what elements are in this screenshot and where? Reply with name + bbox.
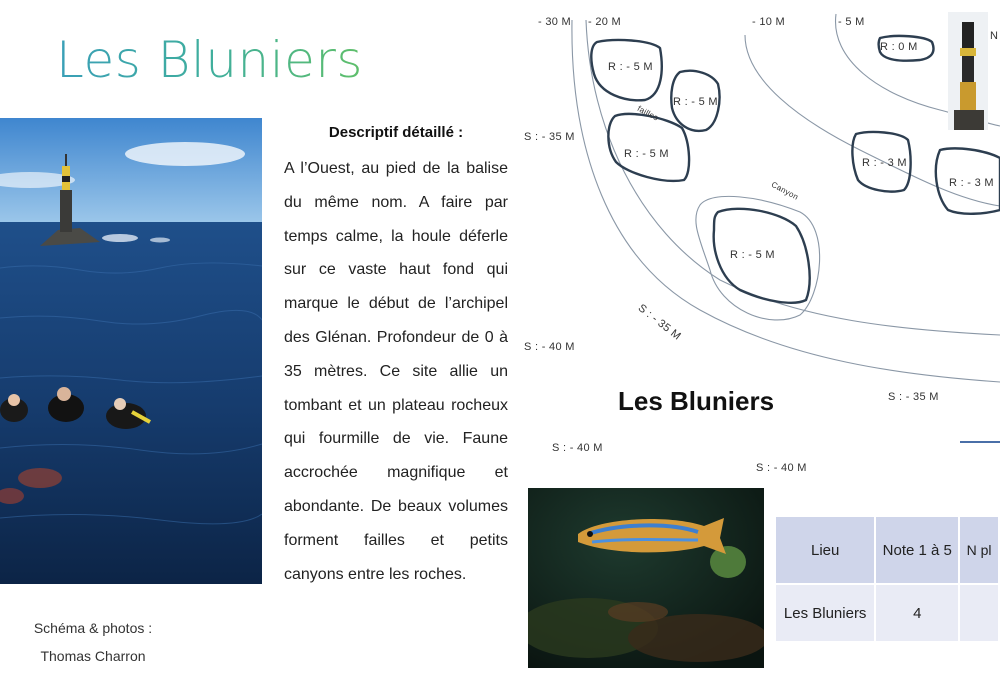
table-row xyxy=(775,584,999,642)
sounding-label: S : - 40 M xyxy=(756,462,807,474)
depth-label: - 30 M xyxy=(538,16,571,28)
sounding-label: S : - 40 M xyxy=(524,341,575,353)
feature-label: failles xyxy=(635,104,660,123)
description-text: A l’Ouest, au pied de la balise du même nom. A faire par temps calme, la houle déferle sur ce vaste haut fond qui marque le début de l’archipel des Glénan. Profondeur de 0 à 35 mètres. Ce site allie un tombant et un plateau rocheux qui fourmille de vie. Faune accrochée magnifique et abondante. De beaux volumes forment failles et petits canyons entre les roches. xyxy=(284,160,508,583)
rock-label: R : 0 M xyxy=(880,41,918,53)
sea-beacon-photo xyxy=(0,118,262,584)
map-corner-label: N xyxy=(990,30,998,42)
rock-label: R : - 3 M xyxy=(862,157,907,169)
cell-note: 4 xyxy=(875,584,959,642)
rock-label: R : - 3 M xyxy=(949,177,994,189)
header-lieu: Lieu xyxy=(775,516,875,584)
beacon-photo xyxy=(948,12,988,130)
map-title: Les Bluniers xyxy=(618,386,775,416)
page-title: Les Bluniers xyxy=(56,31,363,89)
depth-label: - 20 M xyxy=(588,16,621,28)
rock-label: R : - 5 M xyxy=(673,96,718,108)
feature-label: Canyon xyxy=(769,180,800,202)
depth-label: - 10 M xyxy=(752,16,785,28)
table-header-row xyxy=(775,516,999,584)
credits-line-2: Thomas Charron xyxy=(40,648,146,664)
rock-label: R : - 5 M xyxy=(608,61,653,73)
divider xyxy=(960,441,1000,443)
photo-credits xyxy=(18,614,168,670)
rock-label: R : - 5 M xyxy=(730,249,775,261)
fish-photo xyxy=(528,488,764,668)
rating-table xyxy=(774,515,1000,643)
sounding-label: S : - 35 M xyxy=(635,302,683,343)
sounding-label: S : - 35 M xyxy=(888,391,939,403)
sounding-label: S : - 35 M xyxy=(524,131,575,143)
rock-label: R : - 5 M xyxy=(624,148,669,160)
depth-label: - 5 M xyxy=(838,16,865,28)
header-partial: N pl xyxy=(959,516,999,584)
sounding-label: S : - 40 M xyxy=(552,442,603,454)
cell-partial xyxy=(959,584,999,642)
header-note: Note 1 à 5 xyxy=(875,516,959,584)
description-heading: Descriptif détaillé : xyxy=(328,124,464,141)
credits-line-1: Schéma & photos : xyxy=(33,620,153,636)
cell-lieu: Les Bluniers xyxy=(775,584,875,642)
